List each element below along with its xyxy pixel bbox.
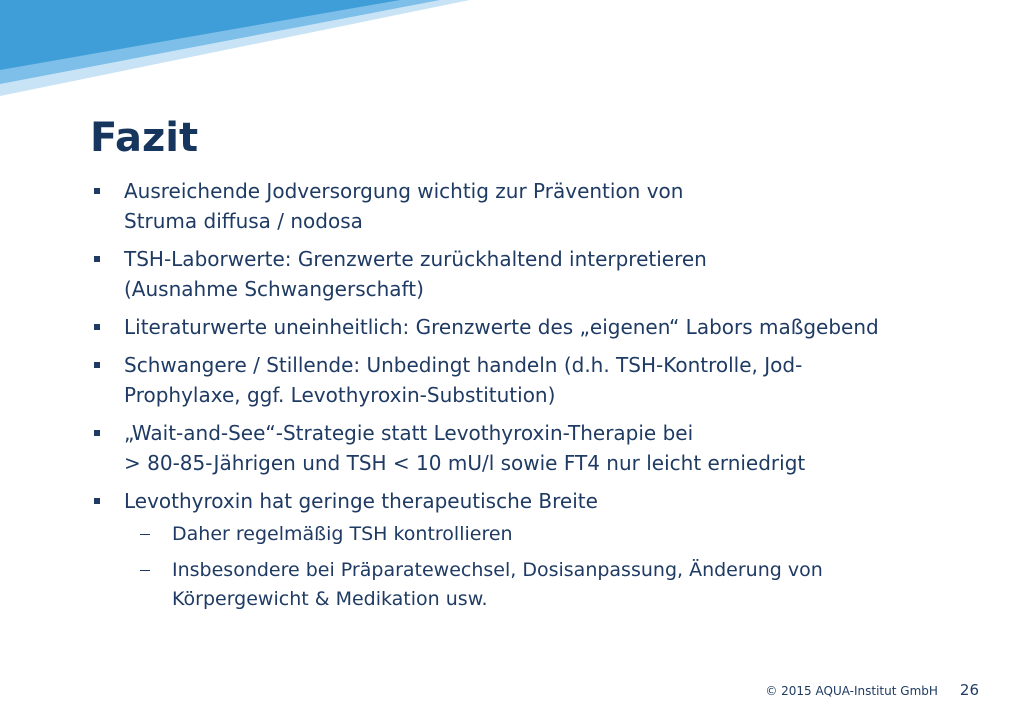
bullet-text-line: Schwangere / Stillende: Unbedingt handeln (d.h. TSH-Kontrolle, Jod- <box>124 353 803 377</box>
sub-bullet-text-line: Daher regelmäßig TSH kontrollieren <box>172 523 513 545</box>
bullet-text-line: Literaturwerte uneinheitlich: Grenzwerte des „eigenen“ Labors maßgebend <box>124 315 879 339</box>
bullet-text-line: Struma diffusa / nodosa <box>124 209 363 233</box>
bullet-text-line: Levothyroxin hat geringe therapeutische Breite <box>124 489 598 513</box>
bullet-item <box>92 312 992 342</box>
bullet-text-line: (Ausnahme Schwangerschaft) <box>124 277 424 301</box>
square-bullet-icon <box>94 324 100 330</box>
banner-dark-stripe <box>0 0 400 70</box>
slide-footer <box>765 681 979 699</box>
bullet-text-line: Prophylaxe, ggf. Levothyroxin-Substitution) <box>124 383 556 407</box>
square-bullet-icon <box>94 188 100 194</box>
bullet-text-line: „Wait-and-See“-Strategie statt Levothyroxin-Therapie bei <box>124 421 694 445</box>
square-bullet-icon <box>94 498 100 504</box>
sub-bullet-item <box>124 520 992 549</box>
slide-title: Fazit <box>90 115 199 161</box>
bullet-item <box>92 350 992 410</box>
sub-bullet-text-line: Insbesondere bei Präparatewechsel, Dosisanpassung, Änderung von <box>172 559 823 581</box>
dash-bullet-icon <box>140 534 150 535</box>
square-bullet-icon <box>94 430 100 436</box>
header-banner-graphic <box>0 0 1024 110</box>
bullet-text-line: > 80-85-Jährigen und TSH < 10 mU/l sowie FT4 nur leicht erniedrigt <box>124 451 806 475</box>
bullet-text-line: TSH-Laborwerte: Grenzwerte zurückhaltend interpretieren <box>124 247 707 271</box>
dash-bullet-icon <box>140 570 150 571</box>
bullet-item <box>92 418 992 478</box>
bullet-list <box>92 176 992 622</box>
bullet-item <box>92 486 992 614</box>
sub-bullet-list <box>124 520 992 614</box>
sub-bullet-text-line: Körpergewicht & Medikation usw. <box>172 588 488 610</box>
copyright-text: © 2015 AQUA-Institut GmbH <box>765 684 938 698</box>
bullet-item <box>92 176 992 236</box>
sub-bullet-item <box>124 556 992 614</box>
bullet-text-line: Ausreichende Jodversorgung wichtig zur Prävention von <box>124 179 684 203</box>
bullet-item <box>92 244 992 304</box>
page-number: 26 <box>959 681 979 699</box>
square-bullet-icon <box>94 362 100 368</box>
square-bullet-icon <box>94 256 100 262</box>
